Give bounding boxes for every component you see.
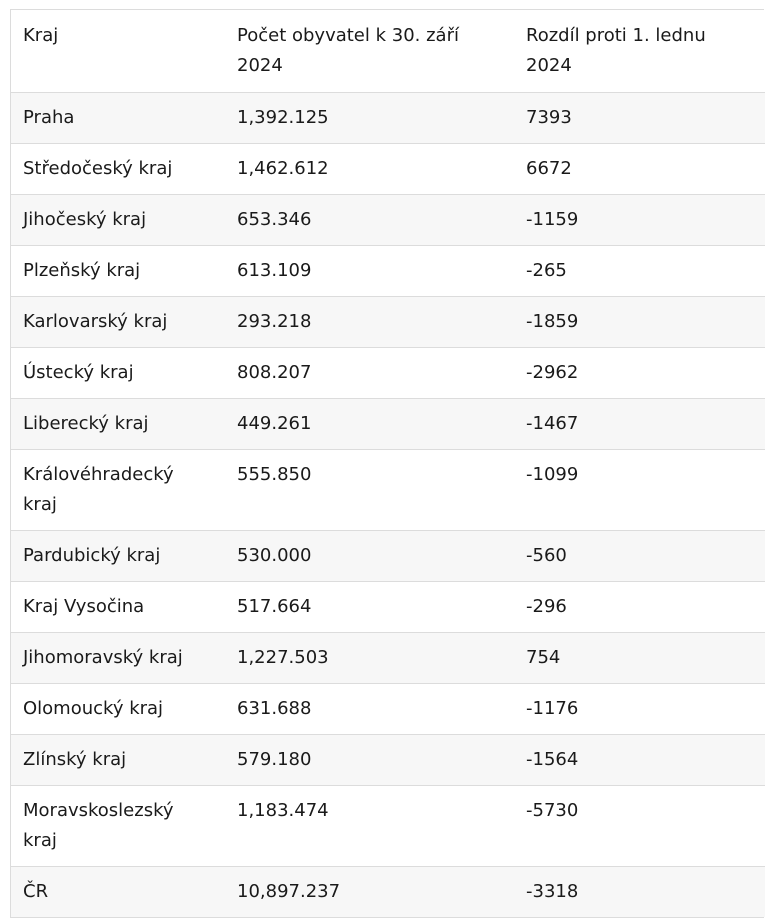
difference-cell: -5730	[514, 786, 765, 867]
table-body	[11, 93, 765, 918]
population-table-container	[10, 9, 764, 918]
region-cell: Středočeský kraj	[11, 144, 225, 195]
difference-cell: -2962	[514, 348, 765, 399]
region-cell: Karlovarský kraj	[11, 297, 225, 348]
table-row	[11, 195, 765, 246]
difference-cell: 7393	[514, 93, 765, 144]
difference-cell: -296	[514, 582, 765, 633]
region-cell: Královéhradecký kraj	[11, 450, 225, 531]
table-row	[11, 531, 765, 582]
region-cell: Jihomoravský kraj	[11, 633, 225, 684]
region-cell: ČR	[11, 867, 225, 918]
table-row	[11, 93, 765, 144]
column-header-region: Kraj	[11, 10, 225, 93]
region-cell: Ústecký kraj	[11, 348, 225, 399]
difference-cell: 754	[514, 633, 765, 684]
region-cell: Jihočeský kraj	[11, 195, 225, 246]
population-cell: 449.261	[225, 399, 514, 450]
population-cell: 579.180	[225, 735, 514, 786]
table-header-row	[11, 10, 765, 93]
population-cell: 293.218	[225, 297, 514, 348]
region-cell: Zlínský kraj	[11, 735, 225, 786]
population-cell: 517.664	[225, 582, 514, 633]
table-row	[11, 735, 765, 786]
region-cell: Praha	[11, 93, 225, 144]
table-row	[11, 348, 765, 399]
difference-cell: -1099	[514, 450, 765, 531]
region-cell: Liberecký kraj	[11, 399, 225, 450]
difference-cell: -265	[514, 246, 765, 297]
region-cell: Olomoucký kraj	[11, 684, 225, 735]
table-row	[11, 144, 765, 195]
population-cell: 1,392.125	[225, 93, 514, 144]
table-row	[11, 684, 765, 735]
difference-cell: -1159	[514, 195, 765, 246]
population-cell: 613.109	[225, 246, 514, 297]
region-cell: Pardubický kraj	[11, 531, 225, 582]
region-cell: Plzeňský kraj	[11, 246, 225, 297]
table-row	[11, 297, 765, 348]
difference-cell: -3318	[514, 867, 765, 918]
difference-cell: 6672	[514, 144, 765, 195]
region-cell: Kraj Vysočina	[11, 582, 225, 633]
population-cell: 653.346	[225, 195, 514, 246]
difference-cell: -1467	[514, 399, 765, 450]
column-header-population: Počet obyvatel k 30. září 2024	[225, 10, 514, 93]
population-cell: 1,227.503	[225, 633, 514, 684]
difference-cell: -1176	[514, 684, 765, 735]
population-cell: 631.688	[225, 684, 514, 735]
region-cell: Moravskoslezský kraj	[11, 786, 225, 867]
population-cell: 808.207	[225, 348, 514, 399]
population-cell: 530.000	[225, 531, 514, 582]
table-row	[11, 450, 765, 531]
difference-cell: -560	[514, 531, 765, 582]
table-row	[11, 582, 765, 633]
population-cell: 555.850	[225, 450, 514, 531]
table-row	[11, 786, 765, 867]
population-cell: 10,897.237	[225, 867, 514, 918]
population-cell: 1,183.474	[225, 786, 514, 867]
population-table	[11, 10, 765, 917]
column-header-difference: Rozdíl proti 1. lednu 2024	[514, 10, 765, 93]
table-row	[11, 246, 765, 297]
table-row	[11, 633, 765, 684]
table-row	[11, 867, 765, 918]
population-cell: 1,462.612	[225, 144, 514, 195]
table-row	[11, 399, 765, 450]
difference-cell: -1859	[514, 297, 765, 348]
difference-cell: -1564	[514, 735, 765, 786]
